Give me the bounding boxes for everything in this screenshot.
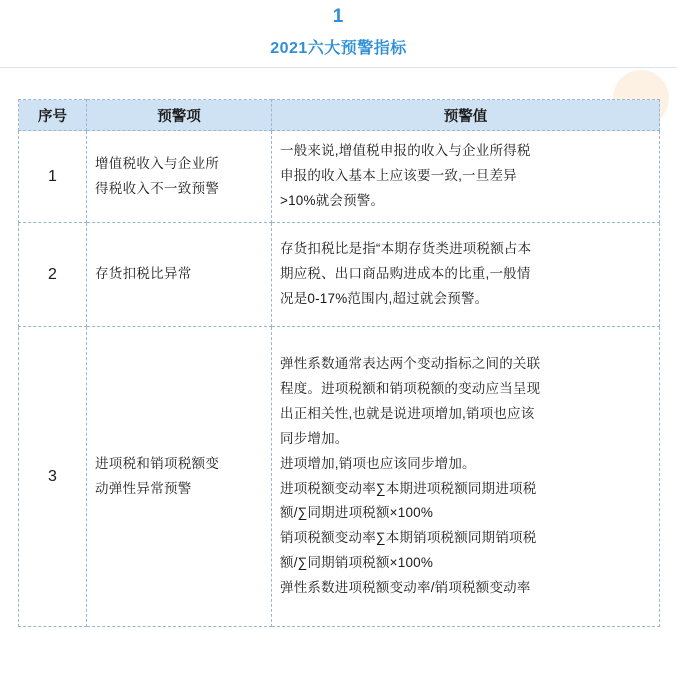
row-value <box>272 327 660 627</box>
row-value-line: 期应税、出口商品购进成本的比重,一般情 <box>280 266 531 282</box>
row-value-line: 一般来说,增值税申报的收入与企业所得税 <box>280 143 531 159</box>
row-value-line: 进项税额变动率∑本期进项税额同期进项税 <box>280 480 537 496</box>
row-value-line: 弹性系数通常表达两个变动指标之间的关联 <box>280 355 541 371</box>
row-value-line: 额/∑同期销项税额×100% <box>280 555 434 571</box>
table-header-row <box>19 100 660 131</box>
row-item-line: 增值税收入与企业所 <box>95 155 220 171</box>
row-item-line: 存货扣税比异常 <box>95 266 192 282</box>
row-value-line: >10%就会预警。 <box>280 192 385 208</box>
row-item <box>87 327 272 627</box>
page-number: 1 <box>332 6 345 27</box>
column-header-item: 预警项 <box>87 100 272 131</box>
row-value-line: 存货扣税比是指“本期存货类进项税额占本 <box>280 241 532 257</box>
row-value <box>272 223 660 327</box>
row-item-line: 动弹性异常预警 <box>95 480 192 496</box>
row-number: 1 <box>19 131 87 223</box>
column-header-value: 预警值 <box>272 100 660 131</box>
row-value-line: 弹性系数进项税额变动率/销项税额变动率 <box>280 580 531 596</box>
row-value-line: 销项税额变动率∑本期销项税额同期销项税 <box>280 530 537 546</box>
row-value-line: 额/∑同期进项税额×100% <box>280 505 434 521</box>
row-value-line: 出正相关性,也就是说进项增加,销项也应该 <box>280 405 535 421</box>
row-value-line: 申报的收入基本上应该要一致,一旦差异 <box>280 168 517 184</box>
row-number: 3 <box>19 327 87 627</box>
table-container <box>0 68 677 627</box>
row-item-line: 得税收入不一致预警 <box>95 180 220 196</box>
row-number: 2 <box>19 223 87 327</box>
table-row <box>19 223 660 327</box>
column-header-no: 序号 <box>19 100 87 131</box>
row-value-line: 程度。进项税额和销项税额的变动应当呈现 <box>280 380 541 396</box>
row-value-line: 进项增加,销项也应该同步增加。 <box>280 455 476 471</box>
row-item-line: 进项税和销项税额变 <box>95 455 220 471</box>
warning-indicators-table <box>18 99 660 627</box>
row-value-line: 况是0-17%范围内,超过就会预警。 <box>280 290 489 306</box>
page-title: 2021六大预警指标 <box>270 40 407 57</box>
table-row <box>19 131 660 223</box>
row-value-line: 同步增加。 <box>280 430 349 446</box>
row-item <box>87 131 272 223</box>
row-item <box>87 223 272 327</box>
table-row <box>19 327 660 627</box>
row-value <box>272 131 660 223</box>
